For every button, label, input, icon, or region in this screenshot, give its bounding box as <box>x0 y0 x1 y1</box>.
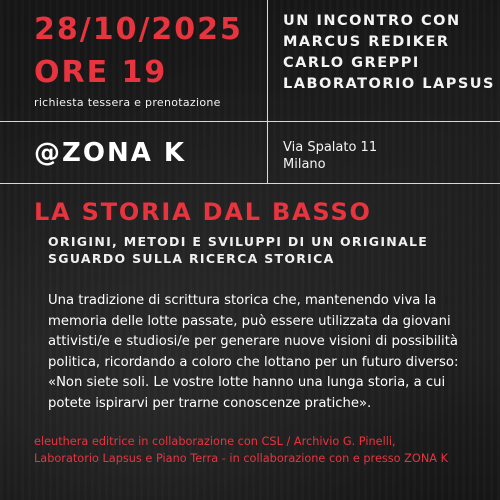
venue-name: @ZONA K <box>34 138 187 168</box>
speaker-name: CARLO GREPPI <box>283 55 420 71</box>
subtitle-line: SGUARDO SULLA RICERCA STORICA <box>48 251 335 266</box>
subtitle-line: ORIGINI, METODI E SVILUPPI DI UN ORIGINALE <box>48 234 429 249</box>
divider-vertical <box>267 0 268 183</box>
address-city: Milano <box>283 157 326 172</box>
event-subtitle <box>48 233 488 267</box>
venue-address <box>283 139 377 173</box>
description-line: politica, ricordando a coloro che lottano per un futuro diverso: <box>48 354 459 370</box>
event-title: LA STORIA DAL BASSO <box>34 198 372 226</box>
address-street: Via Spalato 11 <box>283 140 378 155</box>
speakers-block <box>283 11 498 95</box>
speaker-name: LABORATORIO LAPSUS <box>283 76 496 92</box>
event-date: 28/10/2025 <box>34 12 243 47</box>
speaker-name: MARCUS REDIKER <box>283 34 450 50</box>
event-time: ORE 19 <box>34 55 168 90</box>
description-line: potete ispirarvi per trarne conoscenze pratiche». <box>48 395 372 411</box>
ticket-note: richiesta tessera e prenotazione <box>34 96 221 109</box>
description-line: attivisti/e e studiosi/e per generare nuove visioni di possibilità <box>48 334 458 349</box>
divider-middle <box>0 183 500 184</box>
event-description <box>48 291 488 414</box>
speakers-intro: UN INCONTRO CON <box>283 13 461 29</box>
event-credits <box>34 433 494 467</box>
description-line: memoria delle lotte passate, può essere utilizzata da giovani <box>48 313 451 329</box>
divider-top <box>0 121 500 122</box>
credits-line: eleuthera editrice in collaborazione con CSL / Archivio G. Pinelli, <box>34 435 396 448</box>
description-line: «Non siete soli. Le vostre lotte hanno una lunga storia, a cui <box>48 375 446 390</box>
credits-line: Laboratorio Lapsus e Piano Terra - in collaborazione con e presso ZONA K <box>34 452 448 465</box>
description-line: Una tradizione di scrittura storica che, mantenendo viva la <box>48 293 437 308</box>
